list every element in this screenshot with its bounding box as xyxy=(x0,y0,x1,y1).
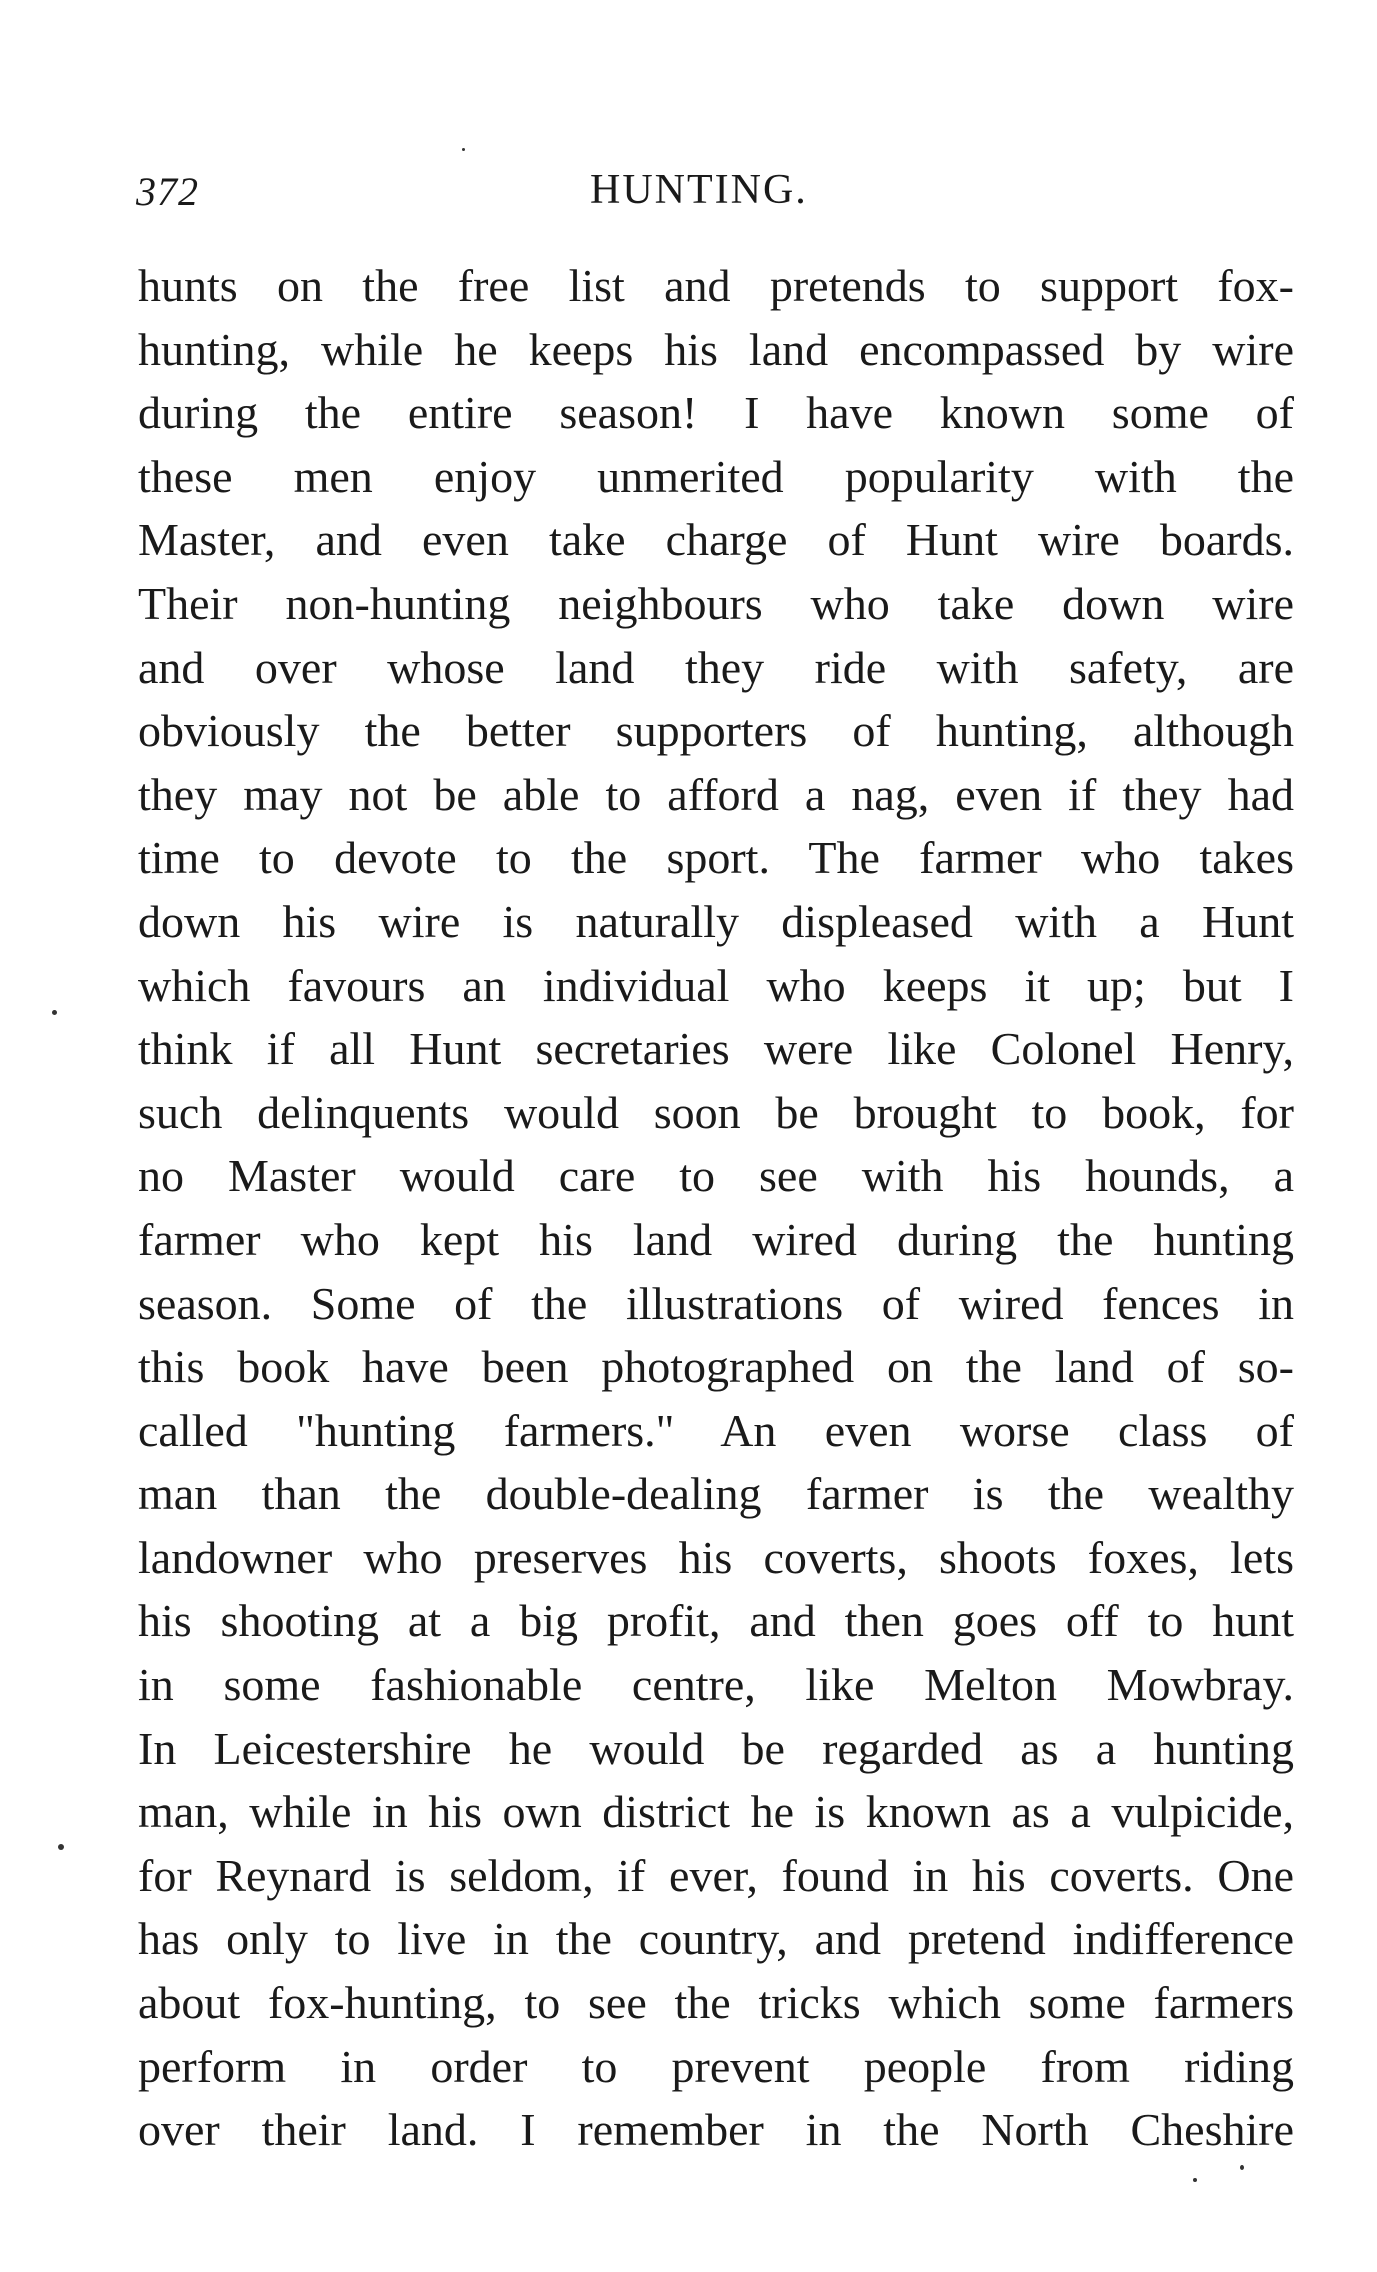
text-line: landowner who preserves his coverts, shoots foxes, lets xyxy=(138,1531,1294,1583)
text-line: obviously the better supporters of hunting, although xyxy=(138,705,1294,757)
text-line: his shooting at a big profit, and then goes off to hunt xyxy=(138,1595,1294,1647)
text-line: they may not be able to afford a nag, even if they had xyxy=(138,768,1294,820)
text-line: man than the double-dealing farmer is the wealthy xyxy=(138,1468,1294,1520)
text-line: in some fashionable centre, like Melton Mowbray. xyxy=(138,1659,1294,1711)
text-line: and over whose land they ride with safety, are xyxy=(138,641,1294,693)
text-line: farmer who kept his land wired during the hunting xyxy=(138,1213,1294,1265)
text-line: In Leicestershire he would be regarded as a hunting xyxy=(138,1722,1294,1774)
body-text xyxy=(138,254,1294,2162)
text-line: think if all Hunt secretaries were like Colonel Henry, xyxy=(138,1023,1294,1075)
text-line: hunting, while he keeps his land encompassed by wire xyxy=(138,323,1294,375)
text-line: during the entire season! I have known some of xyxy=(138,387,1294,439)
text-line: this book have been photographed on the land of so- xyxy=(138,1341,1294,1393)
text-line: about fox-hunting, to see the tricks which some farmers xyxy=(138,1977,1294,2029)
text-line: no Master would care to see with his hounds, a xyxy=(138,1150,1294,1202)
text-line: these men enjoy unmerited popularity with the xyxy=(138,450,1294,502)
text-line: over their land. I remember in the North Cheshire xyxy=(138,2104,1294,2156)
running-head: HUNTING. xyxy=(590,167,808,213)
print-speck xyxy=(1193,2178,1197,2182)
print-speck xyxy=(1240,2165,1244,2170)
text-line: man, while in his own district he is known as a vulpicide, xyxy=(138,1786,1294,1838)
text-line: for Reynard is seldom, if ever, found in his coverts. One xyxy=(138,1849,1294,1901)
text-line: Master, and even take charge of Hunt wire boards. xyxy=(138,514,1294,566)
text-line: Their non-hunting neighbours who take down wire xyxy=(138,577,1294,629)
text-line: such delinquents would soon be brought to book, for xyxy=(138,1086,1294,1138)
text-line: down his wire is naturally displeased with a Hunt xyxy=(138,895,1294,947)
print-speck xyxy=(52,1010,57,1015)
text-line: season. Some of the illustrations of wired fences in xyxy=(138,1277,1294,1329)
text-line: hunts on the free list and pretends to support fox- xyxy=(138,260,1294,311)
page-number: 372 xyxy=(136,169,199,214)
print-speck xyxy=(58,1844,64,1850)
text-line: perform in order to prevent people from riding xyxy=(138,2040,1294,2092)
text-line: time to devote to the sport. The farmer who takes xyxy=(138,832,1294,884)
text-line: called "hunting farmers." An even worse class of xyxy=(138,1404,1294,1456)
text-line: has only to live in the country, and pretend indifference xyxy=(138,1913,1294,1965)
text-line: which favours an individual who keeps it up; but I xyxy=(138,959,1294,1011)
print-speck xyxy=(462,148,465,151)
